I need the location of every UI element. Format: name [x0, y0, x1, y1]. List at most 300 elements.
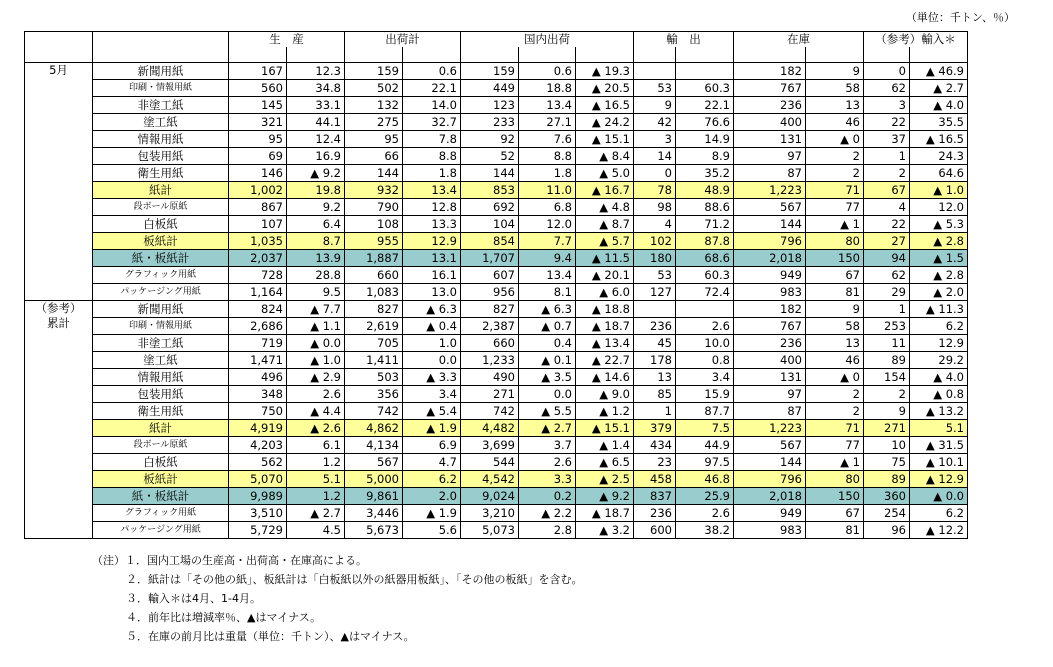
data-cell: 1,233 — [461, 352, 519, 369]
data-cell: ▲ 18.7 — [576, 505, 634, 522]
data-cell: 1,471 — [229, 352, 287, 369]
data-cell: 182 — [734, 301, 806, 318]
data-cell: 1 — [634, 403, 676, 420]
data-cell: 102 — [634, 233, 676, 250]
data-cell: 67 — [864, 182, 910, 199]
data-cell: 2.0 — [403, 488, 461, 505]
row-label: 紙・板紙計 — [93, 250, 229, 267]
data-cell: 8.1 — [519, 284, 576, 301]
data-cell: 15.9 — [676, 386, 734, 403]
data-cell: 956 — [461, 284, 519, 301]
data-cell: ▲ 5.5 — [519, 403, 576, 420]
data-cell: 13.3 — [403, 216, 461, 233]
data-cell: 4,919 — [229, 420, 287, 437]
data-cell: ▲ 5.7 — [576, 233, 634, 250]
table-row — [25, 284, 968, 301]
table-row — [25, 318, 968, 335]
data-cell: 2,619 — [345, 318, 403, 335]
row-label: 白板紙 — [93, 454, 229, 471]
data-cell: ▲ 2.7 — [287, 505, 345, 522]
data-cell: 607 — [461, 267, 519, 284]
data-cell: 87 — [734, 165, 806, 182]
data-cell: ▲ 12.2 — [910, 522, 968, 539]
data-cell: 67 — [806, 505, 864, 522]
data-cell: ▲ 4.4 — [287, 403, 345, 420]
data-cell: 854 — [461, 233, 519, 250]
data-cell: 5,070 — [229, 471, 287, 488]
data-cell — [676, 301, 734, 318]
header-blank — [634, 47, 676, 63]
row-label: パッケージング用紙 — [93, 284, 229, 301]
data-cell: 6.8 — [519, 199, 576, 216]
data-cell: 1.2 — [287, 488, 345, 505]
data-cell: 6.4 — [287, 216, 345, 233]
table-row — [25, 182, 968, 199]
data-cell: 728 — [229, 267, 287, 284]
row-label: 紙・板紙計 — [93, 488, 229, 505]
data-cell: 12.4 — [287, 131, 345, 148]
data-cell: 58 — [806, 80, 864, 97]
data-cell: 1 — [864, 148, 910, 165]
data-cell: 132 — [345, 97, 403, 114]
data-cell: 18.8 — [519, 80, 576, 97]
data-cell: 13 — [806, 97, 864, 114]
data-cell: 46 — [806, 114, 864, 131]
data-cell: ▲ 0.8 — [910, 386, 968, 403]
data-cell: 254 — [864, 505, 910, 522]
column-group-header: 国内出荷 — [461, 32, 634, 48]
row-label: 板紙計 — [93, 471, 229, 488]
data-cell: 11.0 — [519, 182, 576, 199]
header-blank — [345, 47, 403, 63]
data-cell: 236 — [734, 335, 806, 352]
data-cell: ▲ 22.7 — [576, 352, 634, 369]
data-cell: 6.2 — [910, 505, 968, 522]
data-cell: ▲ 8.4 — [576, 148, 634, 165]
data-cell: 1.2 — [287, 454, 345, 471]
data-cell: 0 — [864, 63, 910, 80]
column-group-header: 在庫 — [734, 32, 864, 48]
data-cell: 11 — [864, 335, 910, 352]
data-cell: ▲ 11.5 — [576, 250, 634, 267]
row-label: 段ボール原紙 — [93, 199, 229, 216]
data-cell: 5.1 — [910, 420, 968, 437]
data-cell: 95 — [229, 131, 287, 148]
data-cell: 14.9 — [676, 131, 734, 148]
column-group-header: 出荷計 — [345, 32, 461, 48]
data-cell: ▲ 15.1 — [576, 420, 634, 437]
data-cell: 62 — [864, 267, 910, 284]
row-label: グラフィック用紙 — [93, 267, 229, 284]
data-cell: 4 — [634, 216, 676, 233]
data-cell: 64.6 — [910, 165, 968, 182]
data-cell: 180 — [634, 250, 676, 267]
data-cell: ▲ 1.5 — [910, 250, 968, 267]
data-cell: 25.9 — [676, 488, 734, 505]
row-label: 白板紙 — [93, 216, 229, 233]
data-cell: 796 — [734, 471, 806, 488]
data-cell: 1.8 — [519, 165, 576, 182]
data-cell: 9 — [634, 97, 676, 114]
table-row — [25, 148, 968, 165]
data-cell: 9.5 — [287, 284, 345, 301]
data-cell: 27 — [864, 233, 910, 250]
data-cell: 660 — [345, 267, 403, 284]
data-cell: ▲ 1.0 — [910, 182, 968, 199]
data-cell: 19.8 — [287, 182, 345, 199]
data-cell: 107 — [229, 216, 287, 233]
footnote-line: ２．紙計は「その他の紙」、板紙計は「白板紙以外の紙器用板紙」、「その他の板紙」を含む。 — [126, 573, 583, 586]
data-cell: 37 — [864, 131, 910, 148]
column-sub-header — [576, 47, 634, 63]
column-sub-header — [806, 47, 864, 63]
data-cell: 108 — [345, 216, 403, 233]
data-cell: 7.6 — [519, 131, 576, 148]
data-cell: 123 — [461, 97, 519, 114]
data-cell: 1,707 — [461, 250, 519, 267]
data-cell: 80 — [806, 233, 864, 250]
data-cell: 46 — [806, 352, 864, 369]
data-cell: 159 — [345, 63, 403, 80]
data-cell: 12.3 — [287, 63, 345, 80]
data-cell: 1.8 — [403, 165, 461, 182]
data-cell: 4,862 — [345, 420, 403, 437]
data-cell: 24.3 — [910, 148, 968, 165]
data-cell: 434 — [634, 437, 676, 454]
data-cell: 0.0 — [403, 352, 461, 369]
data-cell: ▲ 9.0 — [576, 386, 634, 403]
table-row — [25, 131, 968, 148]
data-cell: ▲ 1 — [806, 454, 864, 471]
data-cell: 790 — [345, 199, 403, 216]
data-cell: 154 — [864, 369, 910, 386]
data-cell: 13.0 — [403, 284, 461, 301]
table-row — [25, 505, 968, 522]
data-cell: 567 — [345, 454, 403, 471]
data-cell: 560 — [229, 80, 287, 97]
data-cell: 92 — [461, 131, 519, 148]
data-cell: ▲ 1.1 — [287, 318, 345, 335]
data-cell: 7.8 — [403, 131, 461, 148]
data-cell: ▲ 13.4 — [576, 335, 634, 352]
data-cell: 22.1 — [403, 80, 461, 97]
data-cell: 0.6 — [519, 63, 576, 80]
footnote-line: ４．前年比は増減率％、▲はマイナス。 — [126, 611, 322, 624]
data-cell: ▲ 2.7 — [519, 420, 576, 437]
data-cell: 8.7 — [287, 233, 345, 250]
data-cell: ▲ 4.0 — [910, 369, 968, 386]
data-cell: 400 — [734, 352, 806, 369]
data-cell: ▲ 0 — [806, 369, 864, 386]
row-label: 印刷・情報用紙 — [93, 80, 229, 97]
data-cell: 2.6 — [287, 386, 345, 403]
data-cell: 127 — [634, 284, 676, 301]
data-cell: 29.2 — [910, 352, 968, 369]
data-cell: 66 — [345, 148, 403, 165]
data-cell: ▲ 20.1 — [576, 267, 634, 284]
row-label: 非塗工紙 — [93, 97, 229, 114]
data-cell — [676, 63, 734, 80]
data-cell: 2 — [864, 165, 910, 182]
data-cell: ▲ 11.3 — [910, 301, 968, 318]
data-cell: 87 — [734, 403, 806, 420]
data-cell: 3,446 — [345, 505, 403, 522]
data-cell: 29 — [864, 284, 910, 301]
data-cell: ▲ 3.2 — [576, 522, 634, 539]
data-cell: 1.0 — [403, 335, 461, 352]
data-cell: ▲ 6.3 — [403, 301, 461, 318]
data-cell: 14.0 — [403, 97, 461, 114]
header-blank — [461, 47, 519, 63]
data-cell: 44.9 — [676, 437, 734, 454]
data-cell: ▲ 24.2 — [576, 114, 634, 131]
data-cell: 9 — [806, 301, 864, 318]
footnote-line: ３．輸入＊は4月、1-4月。 — [126, 592, 261, 605]
data-cell: 3.7 — [519, 437, 576, 454]
data-cell: 12.8 — [403, 199, 461, 216]
data-cell: 88.6 — [676, 199, 734, 216]
data-cell: 4,203 — [229, 437, 287, 454]
data-cell: 750 — [229, 403, 287, 420]
data-cell: 5,673 — [345, 522, 403, 539]
data-cell: 7.5 — [676, 420, 734, 437]
data-cell: 45 — [634, 335, 676, 352]
data-cell: 8.8 — [519, 148, 576, 165]
data-cell: 2.6 — [676, 505, 734, 522]
data-cell: 1,035 — [229, 233, 287, 250]
data-cell: ▲ 0.4 — [403, 318, 461, 335]
data-cell: 62 — [864, 80, 910, 97]
row-label: 紙計 — [93, 182, 229, 199]
data-cell: 34.8 — [287, 80, 345, 97]
data-cell — [634, 63, 676, 80]
table-row — [25, 250, 968, 267]
data-cell: 14 — [634, 148, 676, 165]
data-cell: 12.0 — [910, 199, 968, 216]
table-row — [25, 335, 968, 352]
table-row — [25, 233, 968, 250]
data-cell: ▲ 3.5 — [519, 369, 576, 386]
data-cell: 167 — [229, 63, 287, 80]
data-cell: 4 — [864, 199, 910, 216]
data-cell: 69 — [229, 148, 287, 165]
data-cell: 796 — [734, 233, 806, 250]
data-cell: ▲ 18.7 — [576, 318, 634, 335]
data-cell: 2 — [864, 386, 910, 403]
data-cell: 3.4 — [403, 386, 461, 403]
data-cell: 3.4 — [676, 369, 734, 386]
data-cell: 38.2 — [676, 522, 734, 539]
data-cell: 1,083 — [345, 284, 403, 301]
data-cell: 9,861 — [345, 488, 403, 505]
data-cell: 53 — [634, 80, 676, 97]
data-cell: 360 — [864, 488, 910, 505]
data-cell: ▲ 5.3 — [910, 216, 968, 233]
column-sub-header — [403, 47, 461, 63]
data-cell: 742 — [461, 403, 519, 420]
data-cell: 98 — [634, 199, 676, 216]
row-label: 包装用紙 — [93, 148, 229, 165]
data-cell: ▲ 4.8 — [576, 199, 634, 216]
data-cell: 81 — [806, 522, 864, 539]
row-label: 新聞用紙 — [93, 63, 229, 80]
data-cell — [634, 301, 676, 318]
row-label: 情報用紙 — [93, 369, 229, 386]
data-cell: ▲ 2.8 — [910, 267, 968, 284]
data-cell: 150 — [806, 488, 864, 505]
data-cell: 6.2 — [403, 471, 461, 488]
data-cell: 2 — [806, 165, 864, 182]
table-row — [25, 301, 968, 318]
data-cell: 78 — [634, 182, 676, 199]
data-cell: ▲ 0.0 — [910, 488, 968, 505]
data-cell: 2.6 — [676, 318, 734, 335]
data-cell: 0.0 — [519, 386, 576, 403]
data-cell: 5,729 — [229, 522, 287, 539]
data-cell: 4,542 — [461, 471, 519, 488]
data-cell: 2,387 — [461, 318, 519, 335]
column-group-header: （参考）輸入＊ — [864, 32, 968, 48]
data-cell: ▲ 0.1 — [519, 352, 576, 369]
data-cell: 13 — [806, 335, 864, 352]
data-cell: ▲ 16.5 — [910, 131, 968, 148]
data-cell: 356 — [345, 386, 403, 403]
data-cell: 182 — [734, 63, 806, 80]
data-cell: 22.1 — [676, 97, 734, 114]
data-cell: 28.8 — [287, 267, 345, 284]
data-cell: 94 — [864, 250, 910, 267]
data-cell: 0.2 — [519, 488, 576, 505]
data-cell: 35.5 — [910, 114, 968, 131]
data-cell: 16.1 — [403, 267, 461, 284]
data-cell: 58 — [806, 318, 864, 335]
data-cell: 0.6 — [403, 63, 461, 80]
data-cell: ▲ 31.5 — [910, 437, 968, 454]
data-cell: 85 — [634, 386, 676, 403]
data-cell: ▲ 7.7 — [287, 301, 345, 318]
data-cell: ▲ 2.6 — [287, 420, 345, 437]
data-cell: ▲ 9.2 — [576, 488, 634, 505]
data-cell: 544 — [461, 454, 519, 471]
data-cell: ▲ 16.7 — [576, 182, 634, 199]
data-cell: 2 — [806, 386, 864, 403]
data-cell: ▲ 2.0 — [910, 284, 968, 301]
data-cell: ▲ 16.5 — [576, 97, 634, 114]
data-cell: 89 — [864, 471, 910, 488]
column-sub-header — [287, 47, 345, 63]
data-cell: 9 — [806, 63, 864, 80]
data-cell: 145 — [229, 97, 287, 114]
data-cell: 10.0 — [676, 335, 734, 352]
data-cell: 9,024 — [461, 488, 519, 505]
data-cell: 131 — [734, 369, 806, 386]
data-cell: 150 — [806, 250, 864, 267]
data-cell: ▲ 8.7 — [576, 216, 634, 233]
table-row — [25, 420, 968, 437]
data-cell: 16.9 — [287, 148, 345, 165]
data-cell: ▲ 20.5 — [576, 80, 634, 97]
data-cell: 660 — [461, 335, 519, 352]
data-cell: 3,699 — [461, 437, 519, 454]
data-cell: 22 — [864, 216, 910, 233]
header-blank — [93, 32, 229, 48]
header-blank — [25, 47, 93, 63]
data-cell: 9,989 — [229, 488, 287, 505]
data-cell: 1,411 — [345, 352, 403, 369]
data-cell: ▲ 6.0 — [576, 284, 634, 301]
data-cell: 4.7 — [403, 454, 461, 471]
data-cell: 705 — [345, 335, 403, 352]
data-cell: ▲ 12.9 — [910, 471, 968, 488]
data-cell: 80 — [806, 471, 864, 488]
table-row — [25, 80, 968, 97]
section-label-line: 5月 — [49, 63, 68, 77]
data-cell: ▲ 2.7 — [910, 80, 968, 97]
data-cell: 42 — [634, 114, 676, 131]
data-cell: 13.9 — [287, 250, 345, 267]
data-cell: ▲ 2.2 — [519, 505, 576, 522]
data-cell: 236 — [634, 318, 676, 335]
data-cell: 3 — [864, 97, 910, 114]
data-cell: 2,018 — [734, 488, 806, 505]
data-cell: 379 — [634, 420, 676, 437]
column-sub-header — [676, 47, 734, 63]
data-cell: 502 — [345, 80, 403, 97]
data-cell: 146 — [229, 165, 287, 182]
data-cell: ▲ 0 — [806, 131, 864, 148]
row-label: 塗工紙 — [93, 352, 229, 369]
data-cell: 233 — [461, 114, 519, 131]
data-cell: 13 — [634, 369, 676, 386]
header-blank — [734, 47, 806, 63]
data-cell: 68.6 — [676, 250, 734, 267]
data-cell: 46.8 — [676, 471, 734, 488]
data-cell: 949 — [734, 505, 806, 522]
table-row — [25, 471, 968, 488]
data-cell: 178 — [634, 352, 676, 369]
data-cell: ▲ 1 — [806, 216, 864, 233]
data-cell: 95 — [345, 131, 403, 148]
data-cell: 72.4 — [676, 284, 734, 301]
data-cell: 503 — [345, 369, 403, 386]
row-label: 情報用紙 — [93, 131, 229, 148]
data-cell: ▲ 1.2 — [576, 403, 634, 420]
data-cell: 87.7 — [676, 403, 734, 420]
data-cell: 5.6 — [403, 522, 461, 539]
table-row — [25, 403, 968, 420]
unit-label: （単位：千トン、％） — [905, 11, 1015, 24]
data-cell: 48.9 — [676, 182, 734, 199]
data-cell: 23 — [634, 454, 676, 471]
data-cell: 77 — [806, 437, 864, 454]
data-cell: ▲ 13.2 — [910, 403, 968, 420]
row-label: 新聞用紙 — [93, 301, 229, 318]
table-row — [25, 488, 968, 505]
data-cell: 767 — [734, 80, 806, 97]
data-cell: 60.3 — [676, 267, 734, 284]
data-cell: ▲ 2.5 — [576, 471, 634, 488]
section-label-line: （参考） — [35, 301, 82, 315]
data-cell: 96 — [864, 522, 910, 539]
paper-statistics-table — [24, 31, 968, 539]
data-cell: 2 — [806, 403, 864, 420]
data-cell: 0 — [634, 165, 676, 182]
data-cell: 9.2 — [287, 199, 345, 216]
row-label: 段ボール原紙 — [93, 437, 229, 454]
data-cell: ▲ 10.1 — [910, 454, 968, 471]
table-row — [25, 63, 968, 80]
data-cell: 13.4 — [403, 182, 461, 199]
